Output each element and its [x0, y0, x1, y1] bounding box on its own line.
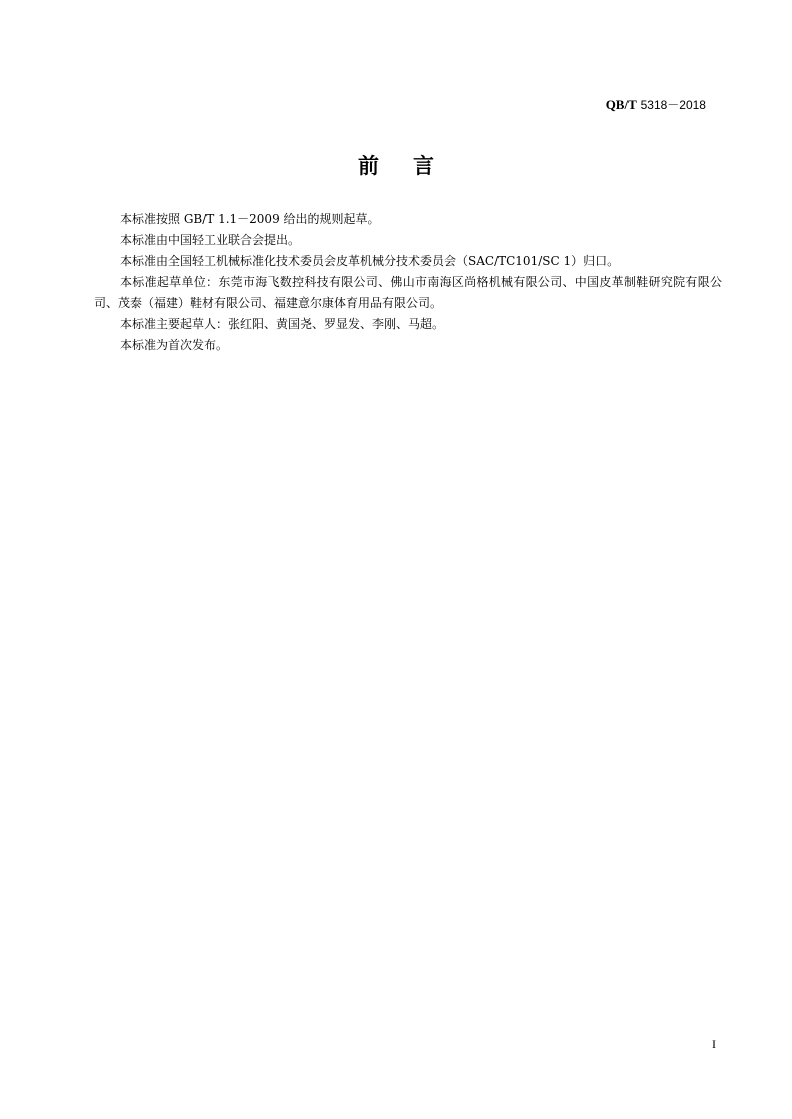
standard-code-number: 5318－2018 — [640, 98, 706, 112]
paragraph-first-release: 本标准为首次发布。 — [120, 338, 229, 352]
page-title: 前言 — [358, 153, 468, 178]
paragraph-drafting-rules: 本标准按照 GB/T 1.1－2009 给出的规则起草。 — [120, 212, 380, 226]
paragraph-drafters: 本标准主要起草人：张红阳、黄国尧、罗显发、李刚、马超。 — [120, 317, 445, 331]
page-number: I — [712, 1037, 716, 1051]
standard-code — [606, 96, 706, 113]
paragraph-drafting-units: 本标准起草单位：东莞市海飞数控科技有限公司、佛山市南海区尚格机械有限公司、中国皮革制鞋研究院有限公司、茂泰（福建）鞋材有限公司、福建意尔康体育用品有限公司。 — [94, 275, 722, 310]
paragraph-proposer: 本标准由中国轻工业联合会提出。 — [120, 233, 301, 247]
paragraph-committee: 本标准由全国轻工机械标准化技术委员会皮革机械分技术委员会（SAC/TC101/SC 1）归口。 — [120, 254, 620, 268]
foreword-body — [94, 209, 722, 356]
standard-code-prefix: QB/T — [605, 97, 637, 112]
